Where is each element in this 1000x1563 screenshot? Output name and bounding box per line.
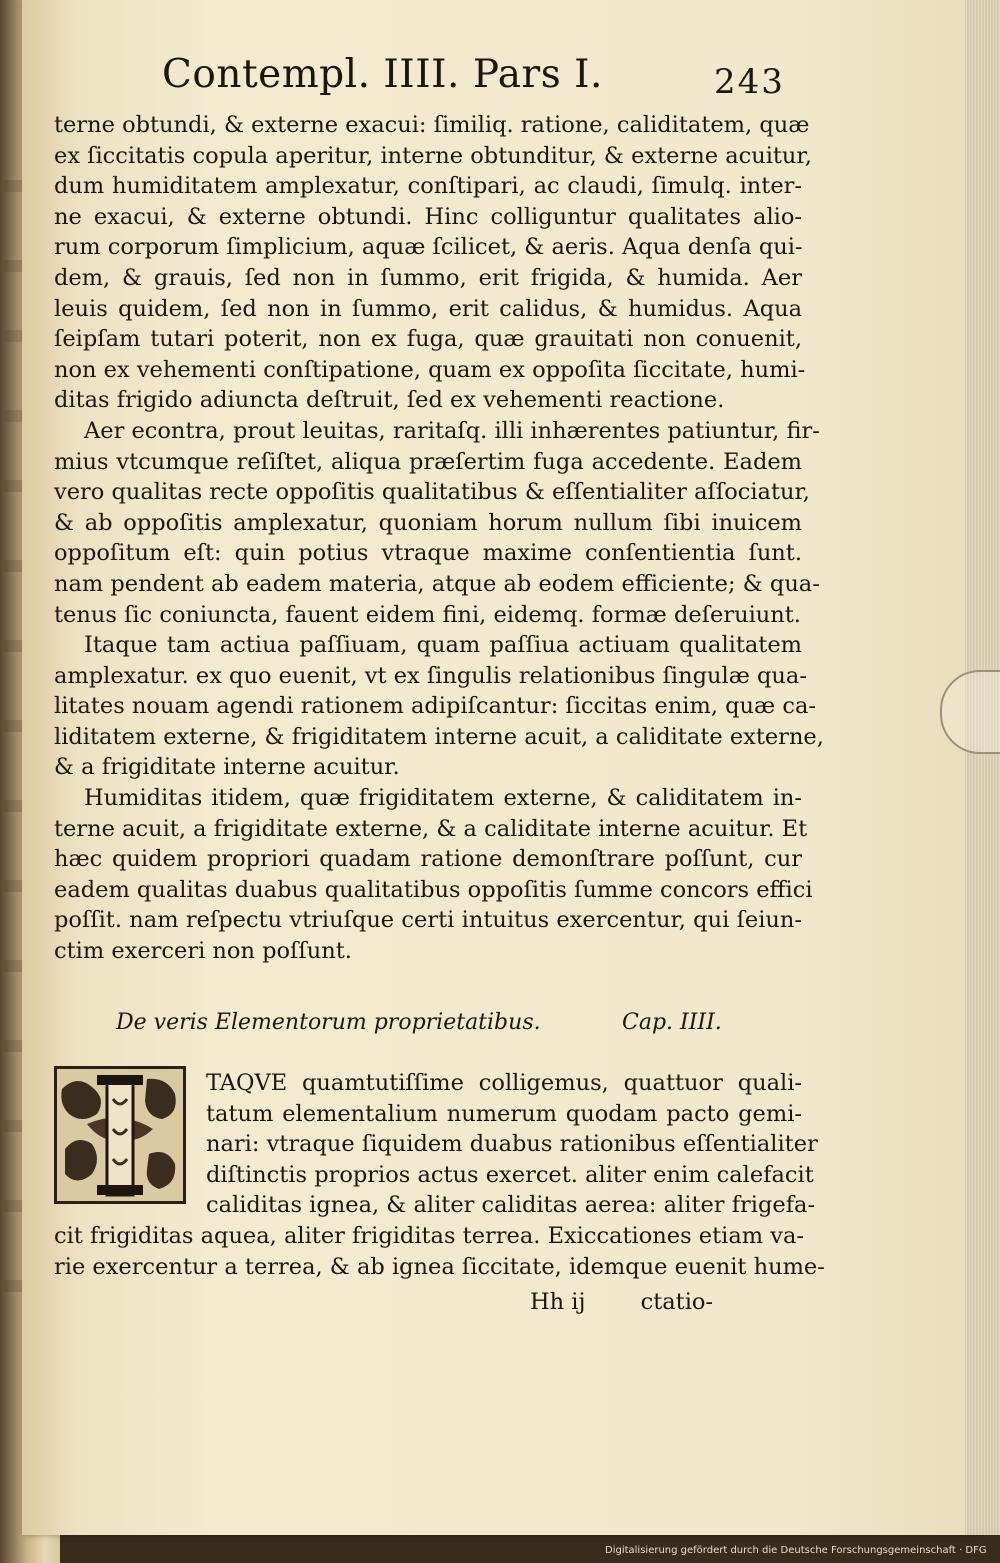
text-line: poſſit. nam reſpectu vtriuſque certi intuitus exercentur, qui ſeiun-: [54, 907, 802, 934]
text-line: terne acuit, a frigiditate externe, & a caliditate interne acuitur. Et: [54, 815, 808, 842]
text-line: nam pendent ab eadem materia, atque ab eodem efficiente; & qua-: [54, 570, 820, 597]
text-line: rie exercentur a terrea, & ab ignea ſiccitate, idemque euenit hume-: [54, 1253, 825, 1280]
text-line: diſtinctis proprios actus exercet. aliter enim calefacit: [206, 1161, 814, 1188]
text-line: ex ſiccitatis copula aperitur, interne obtunditur, & externe acuitur,: [54, 142, 812, 169]
main-text-block: [54, 110, 824, 967]
text-line: Itaque tam actiua paſſiuam, quam paſſiua actiuam qualitatem: [84, 632, 802, 659]
text-line: ne exacui, & externe obtundi. Hinc colliguntur qualitates alio-: [54, 203, 802, 230]
text-line: & ab oppoſitis amplexatur, quoniam horum nullum ſibi inuicem: [54, 509, 802, 536]
text-line: oppoſitum eſt: quin potius vtraque maxime conſentientia ſunt.: [54, 540, 802, 567]
catchword-line: [530, 1289, 761, 1315]
text-line: Aer econtra, prout leuitas, raritaſq. illi inhærentes patiuntur, fir-: [84, 417, 820, 444]
text-line: tenus ſic coniuncta, fauent eidem fini, eidemq. formæ deſeruiunt.: [54, 601, 801, 628]
text-line: vero qualitas recte oppoſitis qualitatibus & eſſentialiter aſſociatur,: [54, 479, 810, 506]
text-line: terne obtundi, & externe exacui: ſimiliq. ratione, caliditatem, quæ: [54, 112, 810, 138]
text-line: hæc quidem propriori quadam ratione demonſtrare poſſunt, cur: [54, 846, 802, 873]
digitization-credit: Digitalisierung gefördert durch die Deutsche Forschungsgemeinschaft · DFG: [605, 1545, 987, 1556]
text-line: ctim exerceri non poſſunt.: [54, 938, 352, 965]
text-line: ſeipſam tutari poterit, non ex fuga, quæ grauitati non conuenit,: [54, 326, 802, 353]
text-line: liditatem externe, & frigiditatem interne acuit, a caliditate externe,: [54, 723, 824, 750]
text-line: non ex vehementi conſtipatione, quam ex oppoſita ſiccitate, humi-: [54, 356, 806, 383]
text-line: TAQVE quamtutiſſime colligemus, quattuor quali-: [206, 1070, 802, 1096]
catchword: ctatio-: [640, 1289, 714, 1315]
page-fore-edge: [965, 0, 1000, 1535]
text-line: nari: vtraque ſiquidem duabus rationibus eſſentialiter: [206, 1131, 818, 1158]
text-line: leuis quidem, ſed non in ſummo, erit calidus, & humidus. Aqua: [54, 295, 802, 322]
running-title: Contempl. IIII. Pars I.: [162, 52, 603, 97]
text-line: ditas frigido adiuncta deſtruit, ſed ex vehementi reactione.: [54, 387, 725, 414]
page-content: [54, 52, 825, 1315]
text-line: & a frigiditate interne acuitur.: [54, 754, 400, 781]
running-header: [54, 52, 802, 112]
chapter-heading: [64, 1010, 802, 1044]
text-line: eadem qualitas duabus qualitatibus oppoſitis ſumme concors effici: [54, 876, 813, 903]
text-line: rum corporum ſimplicium, aquæ ſcilicet, & aeris. Aqua denſa qui-: [54, 234, 803, 261]
page-number: 243: [714, 62, 785, 102]
text-line: dem, & grauis, ſed non in ſummo, erit frigida, & humida. Aer: [54, 264, 802, 291]
text-line: amplexatur. ex quo euenit, vt ex ſingulis relationibus ſingulæ qua-: [54, 662, 807, 689]
text-line: dum humiditatem amplexatur, conſtipari, ac claudi, ſimulq. inter-: [54, 173, 802, 200]
text-line: litates nouam agendi rationem adipiſcantur: ſiccitas enim, quæ ca-: [54, 693, 816, 720]
text-line: cit frigiditas aquea, aliter frigiditas terrea. Exiccationes etiam va-: [54, 1222, 804, 1249]
chapter-title: De veris Elementorum proprietatibus.: [116, 1010, 541, 1035]
text-line: caliditas ignea, & aliter caliditas aerea: aliter frigefa-: [206, 1192, 816, 1219]
text-line: Humiditas itidem, quæ frigiditatem externe, & caliditatem in-: [84, 785, 802, 812]
text-line: mius vtcumque reſiſtet, aliqua præſertim fuga accedente. Eadem: [54, 448, 802, 475]
chapter-text-block: [54, 1068, 825, 1282]
chapter-number: Cap. IIII.: [622, 1010, 722, 1035]
signature-mark: Hh ij: [530, 1289, 586, 1315]
text-line: tatum elementalium numerum quodam pacto gemi-: [206, 1100, 802, 1127]
